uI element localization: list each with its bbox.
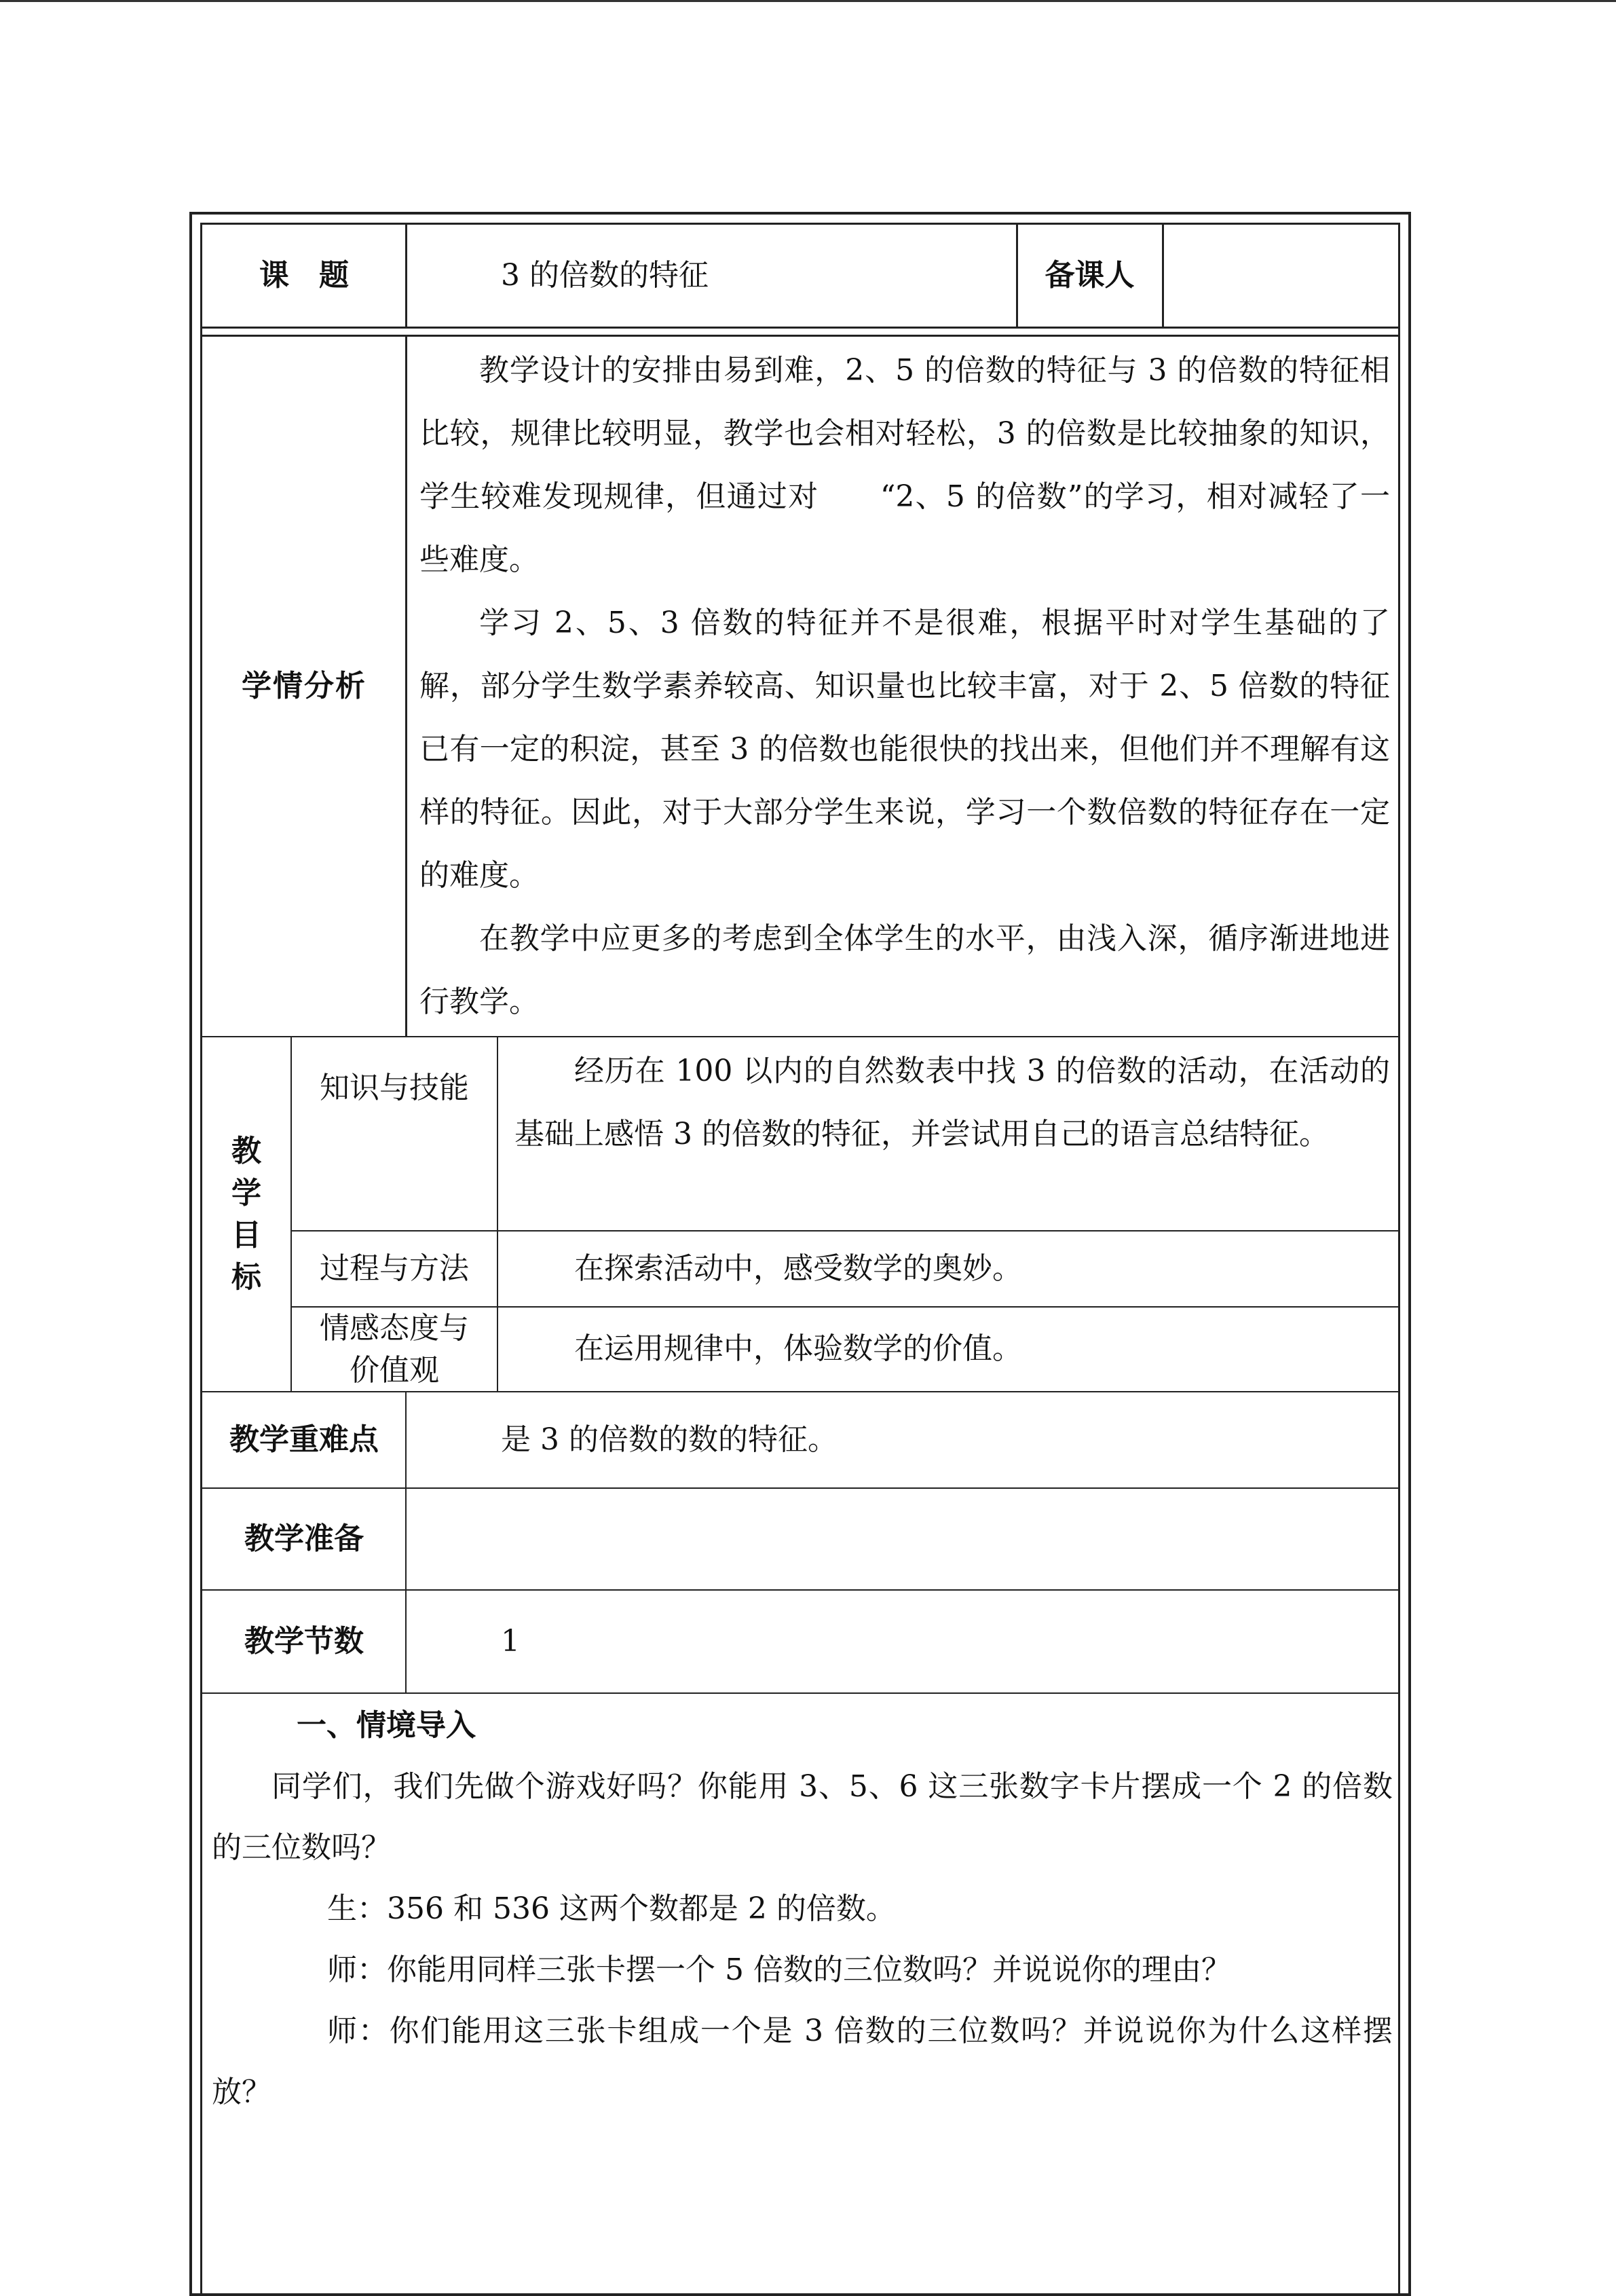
objective-knowledge-content bbox=[514, 1039, 1390, 1229]
objective-attitude-label-line1: 情感态度与 bbox=[320, 1310, 469, 1346]
lesson-plan-table bbox=[189, 212, 1411, 2296]
periods-value: 1 bbox=[501, 1623, 520, 1659]
objective-knowledge-label: 知识与技能 bbox=[320, 1071, 469, 1105]
header-divider-3 bbox=[1162, 225, 1164, 327]
preparer-value bbox=[1163, 225, 1404, 327]
process-line-2: 生：356 和 536 这两个数都是 2 的倍数。 bbox=[327, 1891, 896, 1926]
objective-attitude-label-line2: 价值观 bbox=[350, 1352, 439, 1388]
topic-value: 3 的倍数的特征 bbox=[501, 257, 709, 293]
process-heading: 一、情境导入 bbox=[297, 1708, 476, 1743]
process-line-1: 同学们，我们先做个游戏好吗？你能用 3、5、6 这三张数字卡片摆成一个 2 的倍数的三位数吗？ bbox=[212, 1769, 1393, 1865]
analysis-paragraph-1: 教学设计的安排由易到难，2、5 的倍数的特征与 3 的倍数的特征相比较，规律比较明显，教学也会相对轻松，3 的倍数是比较抽象的知识，学生较难发现规律，但通过对 “2、5 的倍数”的学习，相对减轻了一些难度。 bbox=[419, 353, 1390, 577]
analysis-content bbox=[419, 339, 1390, 1035]
preparation-label: 教学准备 bbox=[244, 1521, 364, 1556]
analysis-paragraph-2: 学习 2、5、3 倍数的特征并不是很难，根据平时对学生基础的了解，部分学生数学素养较高、知识量也比较丰富，对于 2、5 倍数的特征已有一定的积淀，甚至 3 的倍数也能很快的找出来，但他们并不理解有这样的特征。因此，对于大部分学生来说，学习一个数倍数的特征存在一定的难度。 bbox=[419, 606, 1390, 893]
objectives-label-char-1: 教 bbox=[231, 1133, 261, 1168]
analysis-divider bbox=[405, 337, 407, 1036]
rule-after-periods bbox=[202, 1692, 1398, 1694]
objectives-label-char-3: 目 bbox=[231, 1217, 261, 1253]
analysis-paragraph-3: 在教学中应更多的考虑到全体学生的水平，由浅入深，循序渐进地进行教学。 bbox=[419, 921, 1390, 1019]
objective-knowledge-text: 经历在 100 以内的自然数表中找 3 的倍数的活动，在活动的基础上感悟 3 的倍数的特征，并尝试用自己的语言总结特征。 bbox=[514, 1054, 1390, 1151]
process-content bbox=[212, 1695, 1393, 2123]
objective-process-text: 在探索活动中，感受数学的奥妙。 bbox=[574, 1251, 1022, 1286]
header-rule-1 bbox=[202, 327, 1398, 329]
objective-process-label: 过程与方法 bbox=[320, 1251, 469, 1286]
preparation-value bbox=[406, 1489, 1390, 1589]
process-line-4: 师：你们能用这三张卡组成一个是 3 倍数的三位数吗？并说说你为什么这样摆放？ bbox=[212, 2014, 1393, 2109]
page-top-border bbox=[0, 0, 1616, 2]
process-line-3: 师：你能用同样三张卡摆一个 5 倍数的三位数吗？并说说你的理由？ bbox=[327, 1952, 1231, 1987]
header-divider-1 bbox=[405, 225, 407, 327]
objectives-label-char-2: 学 bbox=[231, 1175, 261, 1210]
objectives-label bbox=[202, 1037, 290, 1391]
periods-label: 教学节数 bbox=[244, 1623, 364, 1659]
key-points-label: 教学重难点 bbox=[229, 1422, 379, 1457]
analysis-label: 学情分析 bbox=[242, 668, 367, 703]
topic-label: 课 题 bbox=[259, 257, 349, 293]
objective-attitude-label bbox=[292, 1308, 497, 1391]
objectives-divider-2 bbox=[497, 1037, 498, 1391]
objective-attitude-text: 在运用规律中，体验数学的价值。 bbox=[574, 1331, 1022, 1367]
key-points-value: 是 3 的倍数的数的特征。 bbox=[501, 1422, 838, 1457]
objectives-label-char-4: 标 bbox=[231, 1259, 261, 1295]
lesson-plan-inner-frame bbox=[200, 223, 1400, 2293]
header-divider-2 bbox=[1016, 225, 1018, 327]
preparer-label: 备课人 bbox=[1045, 257, 1135, 293]
